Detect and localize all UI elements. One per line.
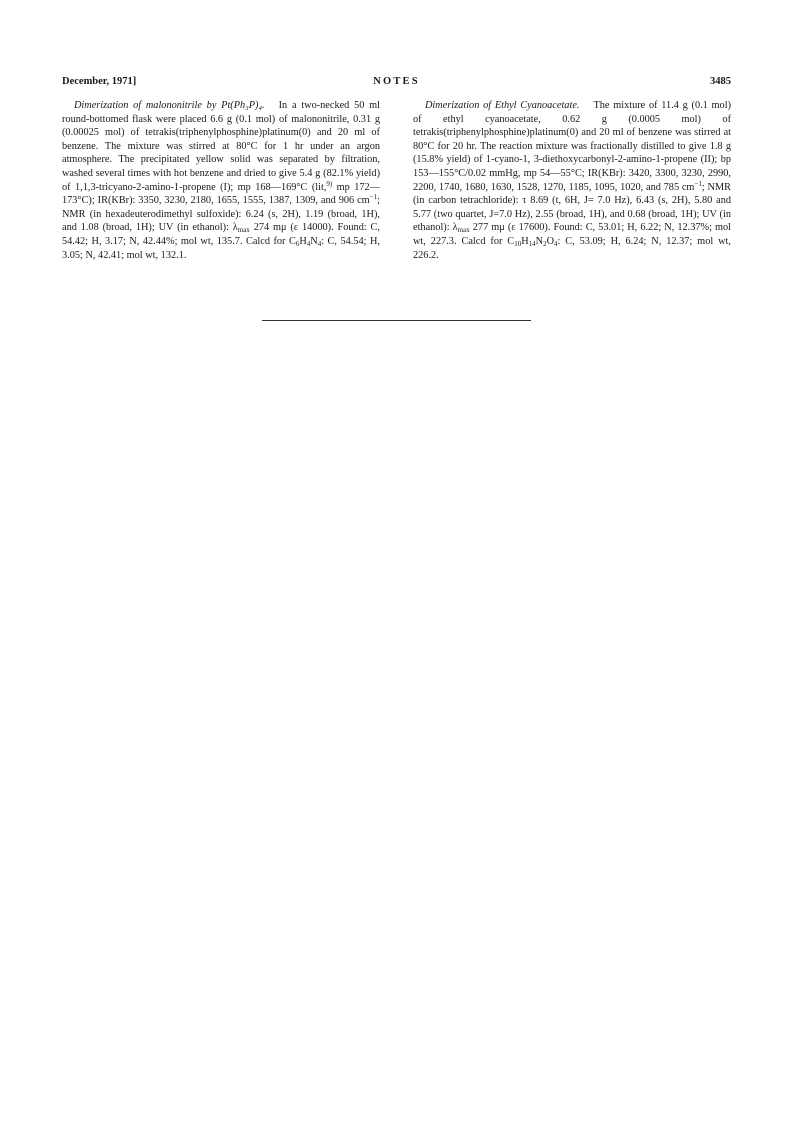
left-lambda-sub: max — [237, 226, 250, 235]
right-text-3: 277 mμ (ε 17600). Found: C, 53.01; H, 6.22; N, 12.37%; mol wt, 227.3. Calcd for C — [413, 222, 732, 247]
right-formula-n: N — [535, 235, 544, 247]
left-text-4: 274 mμ (ε 14000). Found: C, 54.42; H, 3.17; N, 42.44%; mol wt, 135.7. Calcd for C — [62, 222, 380, 247]
malononitrile-title: Dimerization of malononitrile by Pt(Ph₃P)₄. — [74, 100, 265, 111]
header-section: NOTES — [373, 76, 420, 87]
right-text-1: The mixture of 11.4 g (0.1 mol) of ethyl cyanoacetate, 0.62 g (0.0005 mol) of tetrakis(triphenylphosphine)platinum(0) and 20 ml of benzene was stirred at 80°C for 20 hr. The reaction mixture was fractionally distilled to give 1.8 g (15.8% yield) of 1-cyano-1, 3-diethoxycarbonyl-2-amino-1-propene (II); bp 153—155°C/0.02 mmHg, mp 54—55°C; IR(KBr): 3420, 3300, 3230, 2990, 2200, 1740, 1680, 1630, 1528, 1270, 1185, 1095, 1020, and 785 cm — [413, 100, 731, 193]
left-exp: −1 — [369, 193, 378, 202]
left-text-5: : C, 54.54; H, 3.05; N, 42.41; mol wt, 132.1. — [62, 235, 380, 261]
right-formula-h: H — [521, 235, 529, 247]
left-text-3: ; NMR (in hexadeuterodimethyl sulfoxide): 6.24 (s, 2H), 1.19 (broad, 1H), and 1.08 (broad, 1H); UV (in ethanol): λ — [62, 195, 380, 234]
right-exp: −1 — [694, 179, 702, 188]
header-date: December, 1971] — [62, 76, 137, 87]
right-formula-o: O — [546, 235, 554, 247]
left-formula-nn: 4 — [317, 239, 322, 248]
header-page-number: 3485 — [710, 76, 731, 87]
right-text-2: ; NMR (in carbon tetrachloride): τ 8.69 (t, 6H, J= 7.0 Hz), 6.43 (s, 2H), 5.80 and 5.77 (two quartet, J=7.0 Hz), 2.55 (broad, 1H), and 0.68 (broad, 1H); UV (in ethanol): λ — [413, 181, 731, 234]
section-divider — [262, 320, 531, 321]
left-column — [62, 99, 380, 262]
left-formula-h: H — [299, 235, 307, 247]
cyanoacetate-title: Dimerization of Ethyl Cyanoacetate. — [425, 100, 580, 111]
right-column — [413, 99, 731, 262]
cyanoacetate-paragraph — [413, 99, 731, 262]
left-formula-n: N — [310, 235, 318, 247]
left-formula-c: 6 — [295, 239, 300, 248]
left-formula-hn: 4 — [306, 239, 311, 248]
left-ref: 9) — [326, 179, 333, 188]
running-header — [62, 76, 731, 90]
right-lambda-sub: max — [457, 226, 470, 235]
right-formula-hn: 14 — [528, 239, 536, 248]
right-text-4: : C, 53.09; H, 6.24; N, 12.37; mol wt, 226.2. — [413, 235, 731, 261]
right-formula-c: 10 — [514, 239, 522, 248]
malononitrile-paragraph — [62, 99, 380, 262]
left-text-2: mp 172—173°C); IR(KBr): 3350, 3230, 2180, 1655, 1555, 1387, 1309, and 906 cm — [62, 181, 380, 207]
right-formula-nn: 2 — [543, 239, 547, 248]
left-text-1: In a two-necked 50 ml round-bottomed flask were placed 6.6 g (0.1 mol) of malononitrile, 0.31 g (0.00025 mol) of tetrakis(triphenylphosphine)platinum(0) and 20 ml of benzene. The mixture was stirred at 80°C for 1 hr under an argon atmosphere. The precipitated yellow solid was separated by filtration, washed several times with hot benzene and dried to give 5.4 g (82.1% yield) of 1,1,3-tricyano-2-amino-1-propene (I); mp 168—169°C (lit, — [62, 100, 380, 193]
right-formula-on: 4 — [554, 239, 558, 248]
